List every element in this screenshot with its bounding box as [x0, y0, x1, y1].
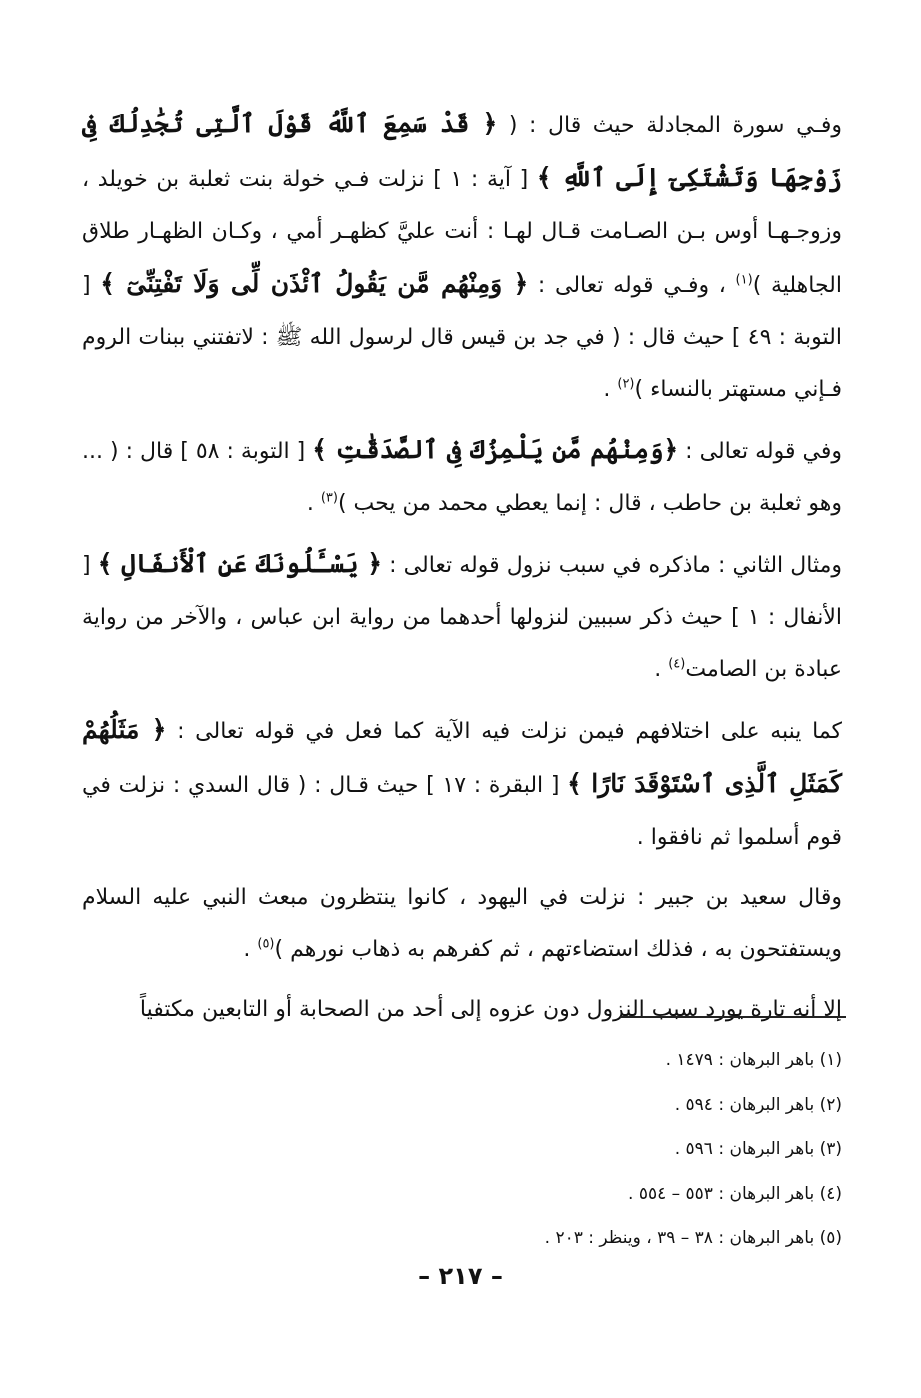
text-run: كما ينبه على اختلافهم فيمن نزلت فيه الآية كما فعل في قوله تعالى : — [166, 719, 843, 744]
quran-verse: ﴿ قَدْ سَمِعَ ٱللَّهُ قَوْلَ ٱلَّتِى تُجَٰدِلُكَ فِى زَوْجِهَا وَتَشْتَكِىٓ إِلَى ٱللَّهِ ﴾ — [82, 109, 843, 192]
text-run: وقال سعيد بن جبير : نزلت في اليهود ، كانوا ينتظرون مبعث النبي عليه السلام ويستفتحون به ، فذلك استضاءتهم ، ثم كفرهم به ذهاب نورهم ) — [82, 885, 842, 962]
paragraph — [82, 98, 842, 416]
footnote: (٣) باهر البرهان : ٥٩٦ . — [674, 1139, 842, 1159]
footnote-ref: (٢) — [617, 376, 635, 392]
text-run: [ البقرة : ١٧ ] حيث قـال : ( قال السدي : نزلت في قوم أسلموا ثم نافقوا . — [82, 773, 842, 850]
text-run: وفـي سورة المجادلة حيث قال : ( — [497, 113, 842, 138]
text-run: [ آية : ١ ] نزلت فـي خولة بنت ثعلبة بن خويلد ، وزوجـهـا أوس بـن الصـامت قـال لهـا : أنت عليَّ كظهـر أمي ، وكـان الظهـار طلاق الجاهلية ) — [82, 167, 842, 298]
page-number: – ٢١٧ – — [418, 1262, 503, 1290]
text-run: وفي قوله تعالى : — [678, 439, 842, 464]
footnote: (٥) باهر البرهان : ٣٨ – ٣٩ ، وينظر : ٢٠٣ . — [544, 1228, 842, 1248]
text-run: . — [654, 657, 669, 682]
quran-verse: ﴿ وَمِنْهُم مَّن يَقُولُ ٱئْذَن لِّى وَلَا تَفْتِنِّىٓ ﴾ — [100, 269, 529, 298]
text-run: . — [306, 491, 321, 516]
paragraph — [82, 872, 842, 976]
quran-verse: ﴿ مَثَلُهُمْ كَمَثَلِ ٱلَّذِى ٱسْتَوْقَدَ نَارًا ﴾ — [82, 715, 842, 798]
text-run: [ التوبة : ٥٨ ] قال : ( ... وهو ثعلبة بن حاطب ، قال : إنما يعطي محمد من يحب ) — [82, 439, 842, 516]
footnote-ref: (٥) — [257, 936, 275, 952]
text-run: ومثال الثاني : ماذكره في سبب نزول قوله تعالى : — [382, 553, 843, 578]
footnote-ref: (٤) — [668, 656, 686, 672]
footnote: (٢) باهر البرهان : ٥٩٤ . — [674, 1094, 842, 1115]
main-text — [82, 98, 842, 1036]
quran-verse: ﴿وَمِنْهُم مَّن يَلْمِزُكَ فِى ٱلصَّدَقَٰتِ ﴾ — [312, 435, 679, 464]
paragraph — [82, 984, 842, 1036]
paragraph — [82, 704, 842, 864]
text-run: إلا أنه تارة يورد سبب النزول دون عزوه إلى أحد من الصحابة أو التابعين مكتفياً — [139, 997, 842, 1022]
text-run: [ الأنفال : ١ ] حيث ذكر سببين لنزولها أحدهما من رواية ابن عباس ، والآخر من رواية عبادة بن الصامت — [82, 553, 842, 682]
text-run: . — [243, 937, 258, 962]
text-run: . — [603, 377, 618, 402]
paragraph — [82, 424, 842, 530]
quran-verse: ﴿ يَسْـَٔلُونَكَ عَنِ ٱلْأَنفَالِ ﴾ — [97, 549, 383, 578]
text-run: [ التوبة : ٤٩ ] حيث قال : ( في جد بن قيس قال لرسول الله ﷺ : لاتفتني ببنات الروم فـإني مستهتر بالنساء ) — [82, 273, 843, 402]
footnote-ref: (١) — [735, 272, 753, 288]
footnote-separator — [620, 1016, 846, 1018]
paragraph — [82, 538, 842, 696]
footnote: (١) باهر البرهان : ١٤٧٩ . — [665, 1050, 842, 1070]
text-run: ، وفـي قوله تعالى : — [528, 273, 736, 298]
footnote-ref: (٣) — [320, 490, 338, 506]
footnotes — [82, 1038, 842, 1261]
footnote: (٤) باهر البرهان : ٥٥٣ – ٥٥٤ . — [628, 1183, 842, 1204]
